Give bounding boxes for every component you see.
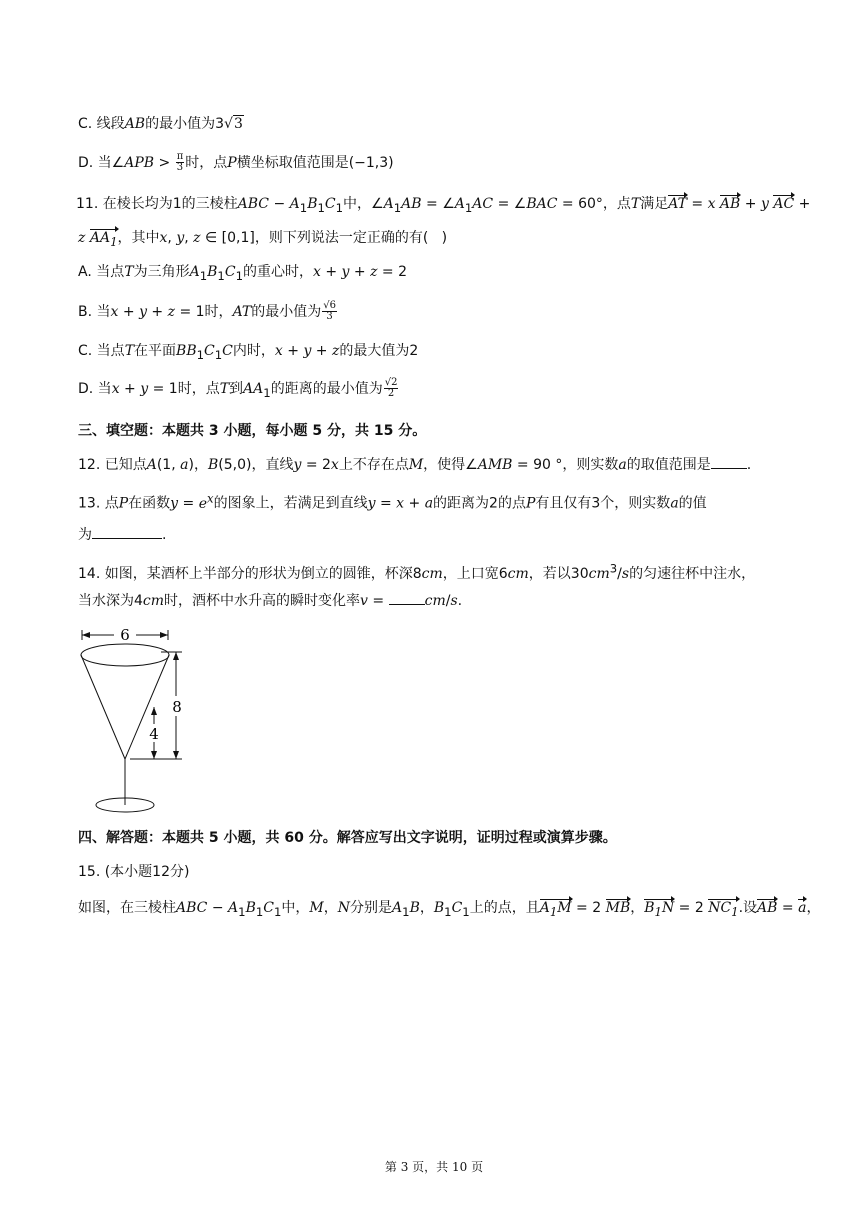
section-3-heading — [78, 421, 828, 441]
q11-stem-line1: 11. 在棱长均为1的三棱柱ABC − $A_1B_1C_1$中，$\angle A_1AB$ = $\angle A_1AC$ = ∠BAC = 60°，点T满足AT = x AB + y AC + — [76, 196, 811, 215]
q15-heading-text: 15. (本小题12分) — [78, 864, 190, 880]
section-4-heading-text: 四、解答题：本题共 5 小题，共 60 分。解答应写出文字说明，证明过程或演算步骤。 — [78, 830, 617, 846]
depth-label: 8 — [172, 698, 182, 716]
width-label: 6 — [120, 626, 130, 644]
q11-option-b: B. 当x + y + z = 1时，AT的最小值为 $\frac{√6}{3}$ — [78, 300, 336, 322]
water-depth-label: 4 — [149, 725, 159, 743]
q11-option-d: D. 当x + y = 1时，点T到$AA_1$的距离的最小值为 $\frac{√2}{2}$ — [78, 377, 398, 400]
cone-left-side — [81, 655, 125, 759]
q11-option-a: A. 当点T为三角形$A_1B_1C_1$的重心时，x + y + z = 2 — [78, 264, 408, 283]
q11-option-c: C. 当点T在平面$BB_1C_1C$内时，x + y + z的最大值为2 — [78, 343, 419, 362]
section-4-heading — [78, 828, 828, 848]
q13-line2: 为 . — [78, 524, 828, 545]
page-footer — [0, 1158, 868, 1175]
cone-right-side — [125, 655, 169, 759]
cone-rim — [81, 644, 169, 666]
q10-option-c: C. 线段AB的最小值为3√3 — [78, 116, 243, 132]
q10-option-d: D. 当∠APB > $\frac{\pi}{3}$ 时，点P横坐标取值范围是(−1,3) — [78, 151, 394, 173]
wine-glass-figure — [70, 622, 270, 822]
page-number: 第 3 页，共 10 页 — [384, 1160, 484, 1174]
q15-heading — [78, 862, 828, 882]
q12: 12. 已知点A(1, a)，B(5,0)，直线y = 2x上不存在点M，使得∠AMB = 90 °，则实数a的取值范围是 . — [78, 454, 828, 475]
q14-line2: 当水深为4cm时，酒杯中水升高的瞬时变化率v = cm/s. — [78, 590, 828, 611]
q13-line1: 13. 点P在函数$y = e^x$的图象上，若满足到直线y = x + a的距离为2的点P有且仅有3个，则实数a的值 — [78, 491, 707, 512]
q11-stem-line2: z $AA_1$，其中x, y, z ∈ [0,1]，则下列说法一定正确的有( ) — [78, 228, 828, 252]
q15-stem: 如图，在三棱柱ABC − $A_1B_1C_1$中，M，N分别是$A_1B$，$B_1C_1$上的点，且$A_1M = 2$ MB，$B_1N = 2$ $NC_1$.设AB = a， — [78, 898, 828, 922]
section-3-heading-text: 三、填空题：本题共 3 小题，每小题 5 分，共 15 分。 — [78, 423, 427, 439]
q14-line1: 14. 如图，某酒杯上半部分的形状为倒立的圆锥，杯深8cm，上口宽6cm，若以$30cm^3/s$的匀速往杯中注水， — [78, 561, 756, 582]
